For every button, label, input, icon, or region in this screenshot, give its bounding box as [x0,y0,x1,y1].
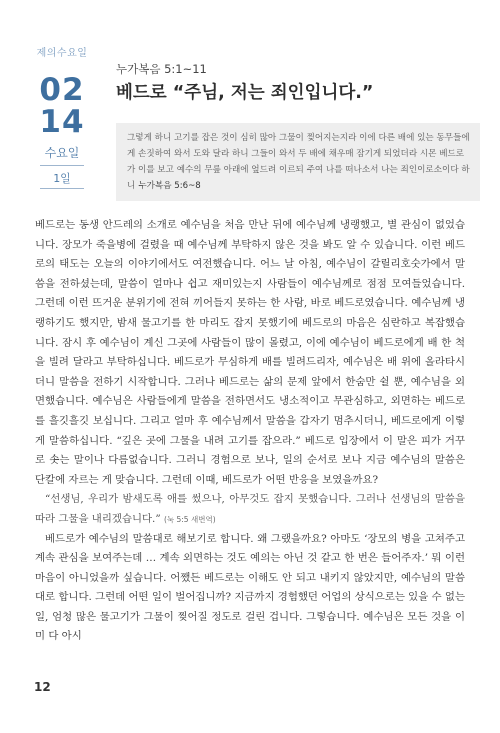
page-number: 12 [34,680,51,694]
divider-top [40,165,84,166]
scripture-text: 그렇게 하니 고기를 잡은 것이 심히 많아 그물이 찢어지는지라 이에 다른 배에 있는 동무들에게 손짓하여 와서 도와 달라 하니 그들이 와서 두 배에 채우매 잠기게 되었더라 시몬 베드로가 이를 보고 예수의 무릎 아래에 엎드려 이르되 주여 나를 떠나소서 나는 죄인이로소이다 하니 [127,133,470,191]
scripture-box [116,123,480,201]
scripture-reference: 누가복음 5:1~11 [116,62,207,76]
quote-text: “선생님, 우리가 밤새도록 애를 썼으나, 아무것도 잡지 못했습니다. 그러나 선생님의 말씀을 따라 그물을 내리겠습니다.” [35,493,465,525]
paragraph-2: 베드로가 예수님의 말씀대로 해보기로 합니다. 왜 그랬을까요? 아마도 ‘장모의 병을 고쳐주고 계속 관심을 보여주는데 … 계속 외면하는 것도 예의는 아닌 것 같고 한 번은 들어주자.’ 뭐 이런 마음이 아니었을까 싶습니다. 어쨌든 베드로는 이해도 안 되고 내키지 않았지만, 예수님의 말씀대로 합니다. 그런데 어떤 일이 벌어집니까? 지금까지 경험했던 어업의 상식으로는 있을 수 없는 일, 엄청 많은 물고기가 그물이 찢어질 정도로 걸린 겁니다. 그렇습니다. 예수님은 모든 것을 이미 다 아시 [35,532,465,643]
scripture-citation: 누가복음 5:6~8 [138,181,201,191]
day-number-label: 1일 [53,172,71,185]
date-month: 02 [39,72,85,108]
page-title: 베드로 “주님, 저는 죄인입니다.” [116,83,374,103]
body-text [35,216,465,647]
divider-bottom [40,188,84,189]
weekday-label: 수요일 [44,146,80,160]
quote-citation: (눅 5:5 새번역) [163,514,216,524]
paragraph-1: 베드로는 동생 안드레의 소개로 예수님을 처음 만난 뒤에 예수님께 냉랭했고, 별 관심이 없었습니다. 장모가 죽을병에 걸렸을 때 예수님께 부탁하지 않은 것을 봐도 알 수 있습니다. 이런 베드로의 태도는 오늘의 이야기에서도 여전했습니다. 어느 날 아침, 예수님이 갈릴리호숫가에서 말씀을 전하셨는데, 말씀이 얼마나 쉽고 재미있는지 사람들이 예수님께로 점점 모여들었습니다. 그런데 이런 뜨거운 분위기에 전혀 끼어들지 못하는 한 사람, 바로 베드로였습니다. 예수님께 냉랭하기도 했지만, 밤새 물고기를 한 마리도 잡지 못했기에 베드로의 마음은 심란하고 복잡했습니다. 잠시 후 예수님이 계신 그곳에 사람들이 많이 몰렸고, 이에 예수님이 베드로에게 배 한 척을 빌려 달라고 부탁하십니다. 베드로가 무심하게 배를 빌려드리자, 예수님은 배 위에 올라타시더니 말씀을 전하기 시작합니다. 그러나 베드로는 삶의 문제 앞에서 한숨만 쉴 뿐, 예수님을 외면했습니다. 예수님은 사람들에게 말씀을 전하면서도 냉소적이고 무관심하고, 외면하는 베드로를 흘깃흘깃 보십니다. 그리고 얼마 후 예수님께서 말씀을 갑자기 멈추시더니, 베드로에게 이렇게 말씀하십니다. “깊은 곳에 그물을 내려 고기를 잡으라.” 베드로 입장에서 이 말은 피가 거꾸로 솟는 말이나 다름없습니다. 그러니 경험으로 보나, 일의 순서로 보나 지금 예수님의 말씀은 단칼에 자르는 게 맞습니다. 그런데 이때, 베드로가 어떤 반응을 보였을까요? [35,219,465,486]
date-day: 14 [39,104,85,140]
series-label: 제의수요일 [36,48,88,59]
quote-paragraph [35,490,465,529]
